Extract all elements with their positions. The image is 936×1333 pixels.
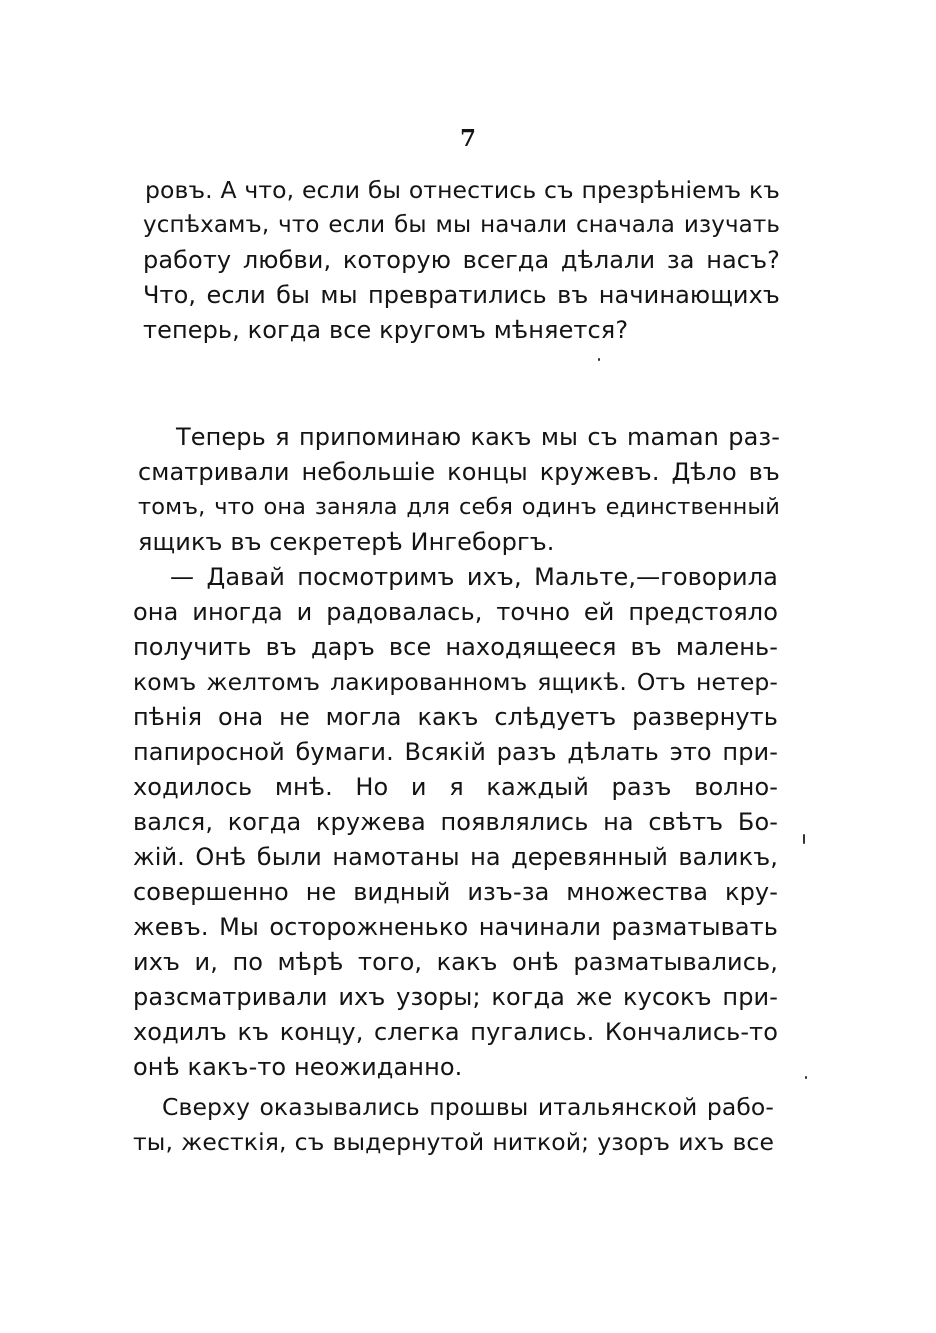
text-line: Что, если бы мы превратились въ начинающихъ [143, 281, 780, 309]
text-line: получить въ даръ все находящееся въ малень- [133, 633, 778, 661]
text-line: сматривали небольшіе концы кружевъ. Дѣло въ [138, 458, 780, 486]
text-line: разсматривали ихъ узоры; когда же кусокъ при- [133, 983, 778, 1011]
text-line: комъ желтомъ лакированномъ ящикѣ. Отъ нетер- [133, 668, 778, 696]
scan-speck [803, 834, 805, 844]
text-line: ящикъ въ секретерѣ Ингеборгъ. [138, 528, 555, 556]
text-line: теперь, когда все кругомъ мѣняется? [143, 316, 629, 344]
text-line: успѣхамъ, что если бы мы начали сначала изучать [143, 212, 780, 238]
text-line: ихъ и, по мѣрѣ того, какъ онѣ разматывались, [133, 948, 778, 976]
text-line: томъ, что она заняла для себя одинъ единственный [138, 494, 780, 520]
text-line: ходилъ къ концу, слегка пугались. Кончались-то [133, 1018, 778, 1046]
text-line: она иногда и радовалась, точно ей предстояло [133, 598, 778, 626]
text-line: папиросной бумаги. Всякій разъ дѣлать это при- [133, 738, 778, 766]
text-line: Теперь я припоминаю какъ мы съ maman раз- [176, 423, 780, 451]
text-line: жій. Онѣ были намотаны на деревянный валикъ, [133, 843, 778, 871]
text-line: онѣ какъ-то неожиданно. [133, 1053, 463, 1081]
text-line: ходилось мнѣ. Но и я каждый разъ волно- [133, 773, 778, 801]
text-line: работу любви, которую всегда дѣлали за насъ? [143, 246, 780, 274]
text-line: пѣнія она не могла какъ слѣдуетъ развернуть [133, 703, 778, 731]
text-line: вался, когда кружева появлялись на свѣтъ Бо- [133, 808, 778, 836]
text-line: совершенно не видный изъ-за множества кру- [133, 878, 778, 906]
text-line: жевъ. Мы осторожненько начинали разматывать [133, 913, 778, 941]
text-line: ровъ. А что, если бы отнестись съ презрѣніемъ къ [145, 176, 780, 204]
scan-speck [598, 358, 600, 361]
text-line: ты, жесткія, съ выдернутой ниткой; узоръ ихъ все [133, 1128, 774, 1156]
text-line: — Давай посмотримъ ихъ, Мальте,—говорила [170, 563, 778, 591]
page-number: 7 [459, 125, 476, 152]
scan-speck [805, 1076, 807, 1079]
text-line: Сверху оказывались прошвы итальянской рабо- [162, 1093, 774, 1121]
